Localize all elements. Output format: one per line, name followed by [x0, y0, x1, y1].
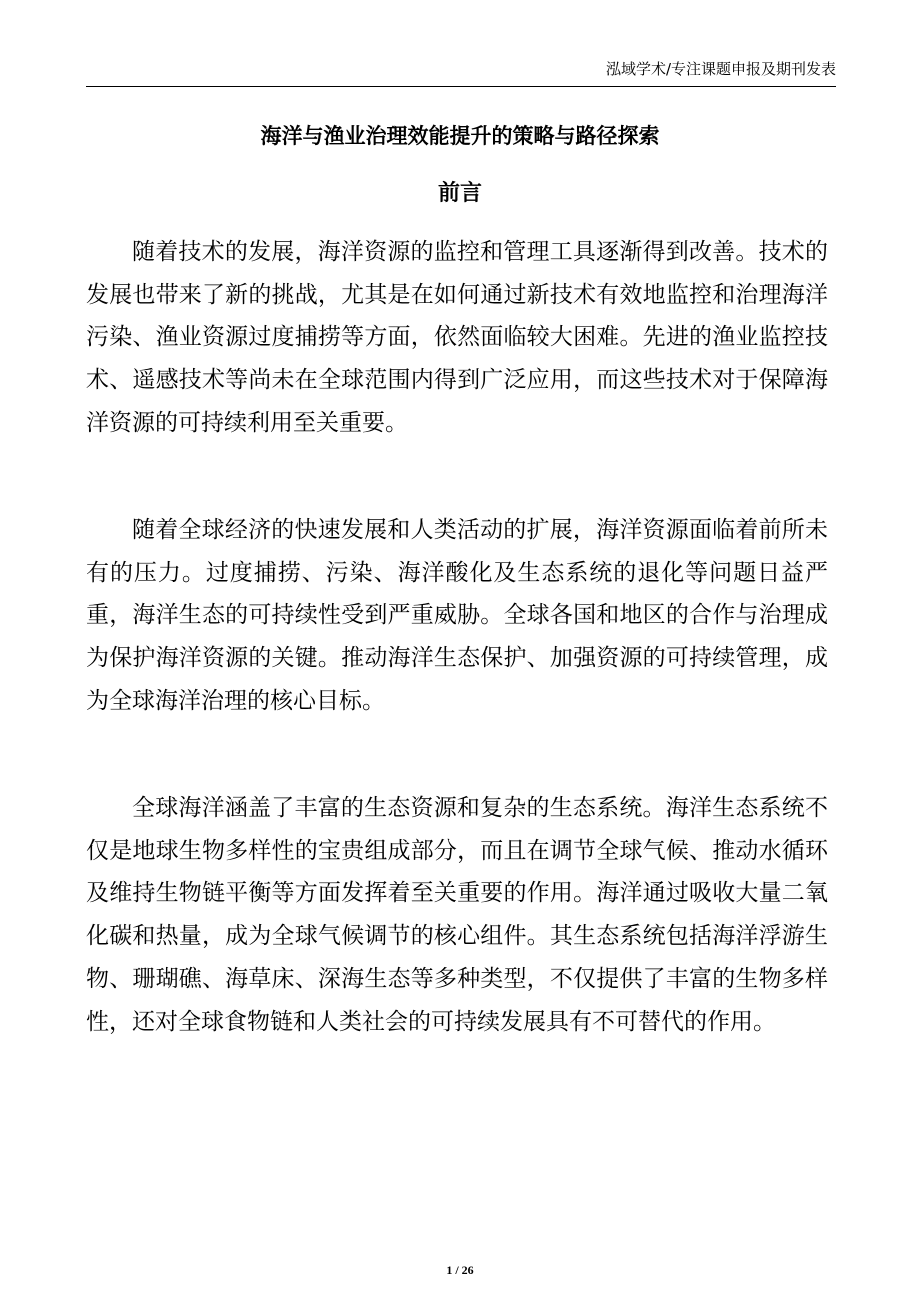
- body-paragraph: 全球海洋涵盖了丰富的生态资源和复杂的生态系统。海洋生态系统不仅是地球生物多样性的宝贵组成部分，而且在调节全球气候、推动水循环及维持生物链平衡等方面发挥着至关重要的作用。海洋通过吸收大量二氧化碳和热量，成为全球气候调节的核心组件。其生态系统包括海洋浮游生物、珊瑚礁、海草床、深海生态等多种类型，不仅提供了丰富的生物多样性，还对全球食物链和人类社会的可持续发展具有不可替代的作用。: [86, 795, 828, 1035]
- page-header: 泓域学术/专注课题申报及期刊发表: [605, 60, 836, 78]
- section-title: 前言: [437, 181, 482, 206]
- page-number: 1 / 26: [446, 1263, 474, 1277]
- body-paragraph: 随着全球经济的快速发展和人类活动的扩展，海洋资源面临着前所未有的压力。过度捕捞、污染、海洋酸化及生态系统的退化等问题日益严重，海洋生态的可持续性受到严重威胁。全球各国和地区的合作与治理成为保护海洋资源的关键。推动海洋生态保护、加强资源的可持续管理，成为全球海洋治理的核心目标。: [86, 517, 828, 714]
- body-paragraph: 随着技术的发展，海洋资源的监控和管理工具逐渐得到改善。技术的发展也带来了新的挑战，尤其是在如何通过新技术有效地监控和治理海洋污染、渔业资源过度捕捞等方面，依然面临较大困难。先进的渔业监控技术、遥感技术等尚未在全球范围内得到广泛应用，而这些技术对于保障海洋资源的可持续利用至关重要。: [86, 239, 828, 436]
- document-title: 海洋与渔业治理效能提升的策略与路径探索: [260, 124, 660, 148]
- header-divider: [86, 86, 836, 87]
